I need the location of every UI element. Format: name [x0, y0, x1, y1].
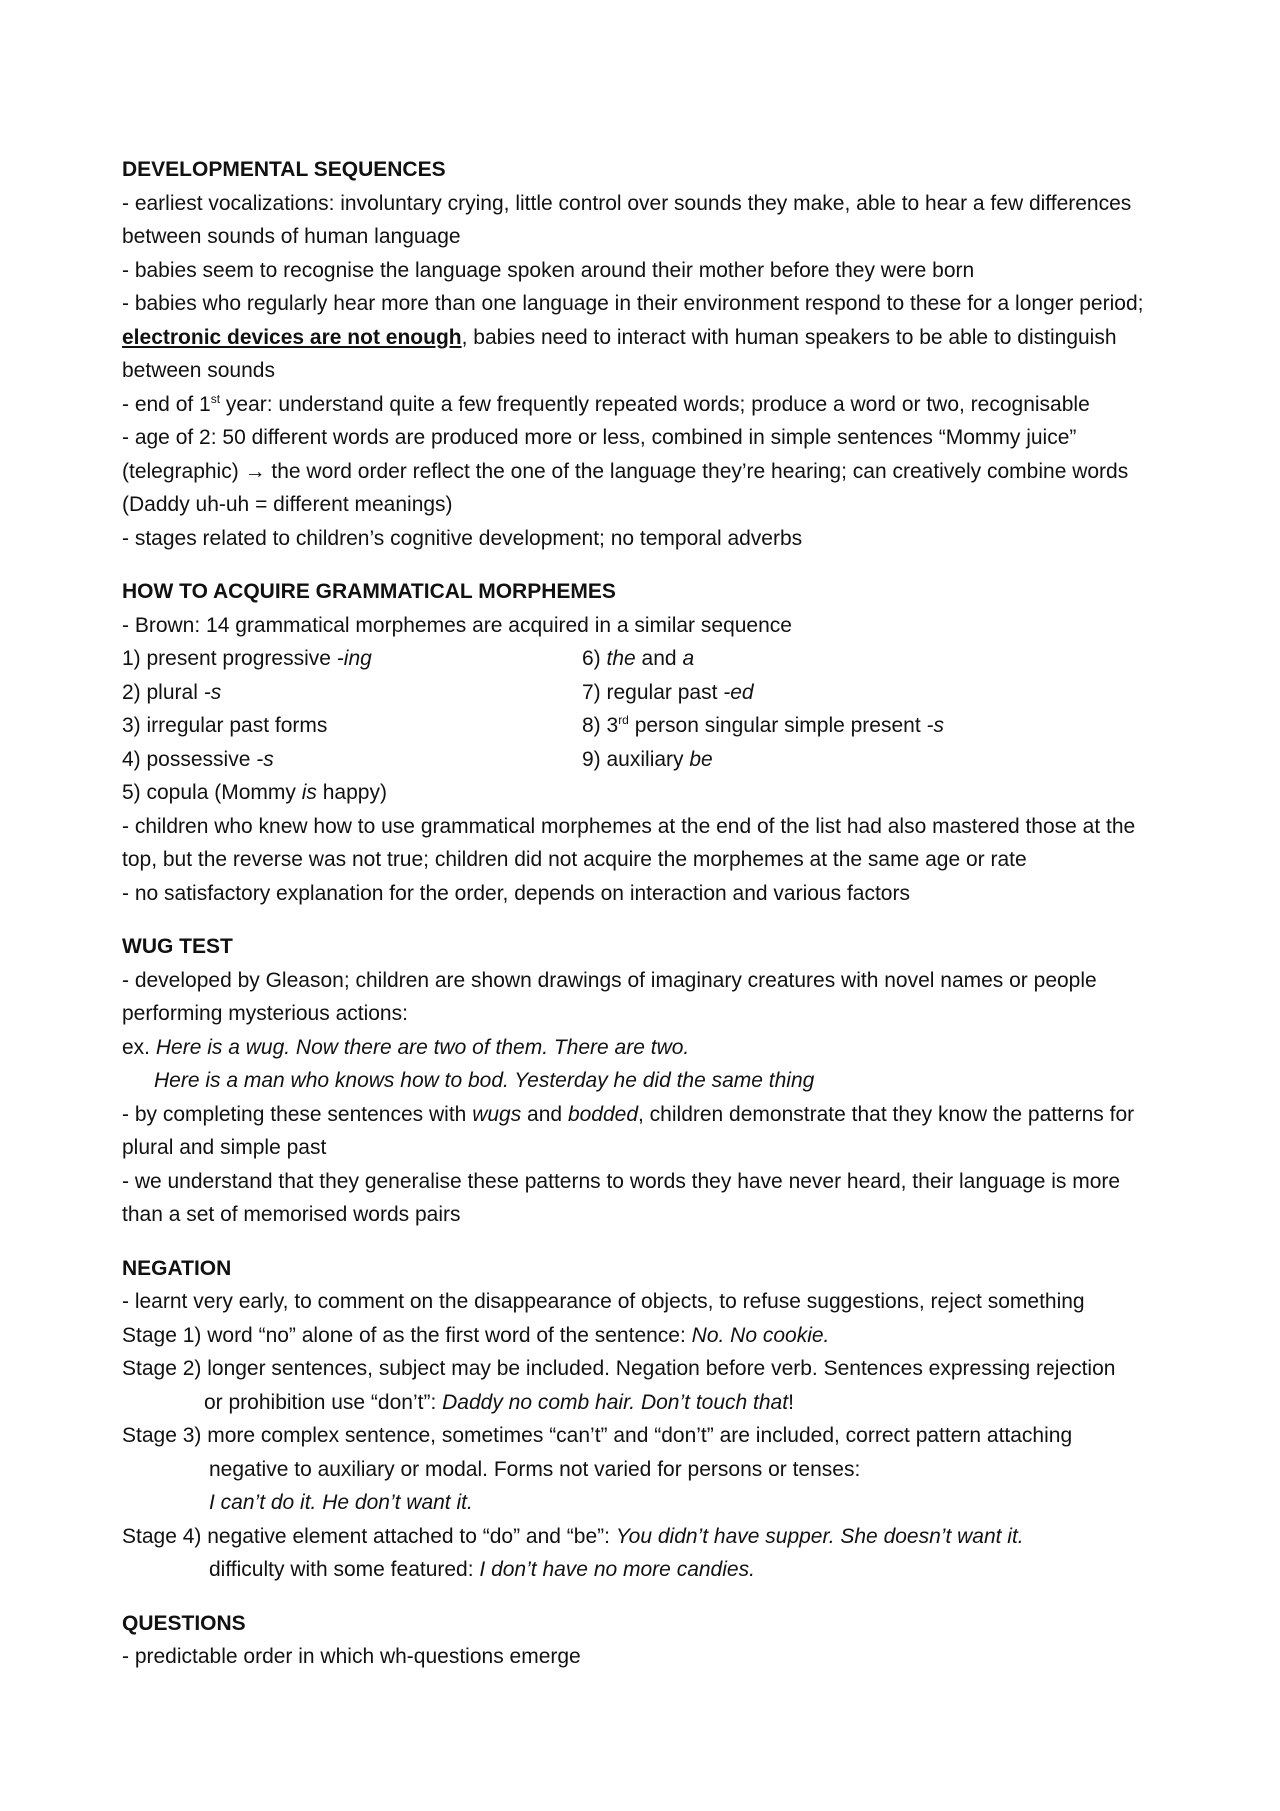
text: - age of 2: 50 different words are produced more or less, combined in simple sentences “Mommy juice” (telegraphic): [122, 426, 1077, 483]
paragraph: [122, 522, 1162, 556]
text: - end of 1: [122, 392, 211, 416]
list-item: [122, 676, 582, 710]
superscript: rd: [618, 713, 629, 727]
italic-text: -s: [926, 714, 945, 737]
list-item: [582, 642, 1162, 676]
paragraph: [122, 254, 1162, 288]
text: - babies who regularly hear more than one language in their environment respond to these for a longer period;: [122, 292, 1144, 315]
italic-text: No. No cookie.: [691, 1323, 830, 1347]
list-item: [122, 709, 582, 743]
paragraph: [122, 1098, 1162, 1165]
example-line: [122, 1031, 1162, 1065]
list-item: [582, 676, 1162, 710]
text: person singular simple present: [628, 714, 927, 737]
heading-negation: NEGATION: [122, 1256, 232, 1280]
text: - we understand that they generalise these patterns to words they have never heard, their language is more than a set of memorised words pairs: [122, 1169, 1121, 1226]
paragraph: [122, 1640, 1162, 1674]
italic-text: -ed: [723, 680, 754, 704]
italic-text: a: [682, 647, 695, 670]
italic-text: Here is a man who knows how to bod. Yesterday he did the same thing: [154, 1069, 815, 1092]
italic-text: wugs: [472, 1102, 522, 1126]
text: - by completing these sentences with: [122, 1102, 473, 1126]
morpheme-list: [122, 642, 1162, 810]
text: Stage 4) negative element attached to “do” and “be”:: [122, 1524, 616, 1548]
text: 5) copula (Mommy: [122, 781, 302, 804]
section-wug-test: [122, 930, 1162, 1232]
italic-text: I can’t do it. He don’t want it.: [209, 1491, 473, 1514]
text: - learnt very early, to comment on the disappearance of objects, to refuse suggestions, reject something: [122, 1290, 1085, 1313]
text: - babies seem to recognise the language spoken around their mother before they were born: [122, 258, 975, 282]
paragraph: [122, 421, 1162, 522]
stage-3-continued: [122, 1453, 1162, 1487]
italic-text: You didn’t have supper. She doesn’t want it.: [615, 1524, 1024, 1548]
paragraph: [122, 187, 1162, 254]
document-page: [122, 153, 1162, 1694]
section-developmental-sequences: [122, 153, 1162, 555]
stage-3-example: [122, 1486, 1162, 1520]
text: - no satisfactory explanation for the order, depends on interaction and various factors: [122, 881, 910, 905]
text: happy): [316, 781, 387, 804]
arrow-icon: →: [244, 459, 266, 483]
text: 3) irregular past forms: [122, 714, 328, 737]
text: Stage 3) more complex sentence, sometimes “can’t” and “don’t” are included, correct pattern attaching: [122, 1424, 1073, 1447]
text: - predictable order in which wh-questions emerge: [122, 1645, 581, 1668]
text: - stages related to children’s cognitive development; no temporal adverbs: [122, 526, 803, 550]
section-negation: [122, 1252, 1162, 1587]
text: negative to auxiliary or modal. Forms not varied for persons or tenses:: [209, 1457, 861, 1481]
italic-text: -s: [203, 680, 222, 704]
text: 4) possessive: [122, 747, 257, 771]
text: and: [521, 1102, 568, 1126]
stage-4-continued: [122, 1553, 1162, 1587]
stage-4: [122, 1520, 1162, 1554]
text: , children demonstrate that they know the patterns for plural and simple past: [122, 1102, 1135, 1159]
text: - children who knew how to use grammatical morphemes at the end of the list had also mastered those at the top, but the reverse was not true; children did not acquire the morphemes at the same age or rate: [122, 814, 1136, 871]
italic-text: Daddy no comb hair. Don’t touch that: [442, 1390, 789, 1414]
example-line: [122, 1064, 1162, 1098]
text: - developed by Gleason; children are shown drawings of imaginary creatures with novel names or people performing mysterious actions:: [122, 968, 1097, 1025]
text: 8) 3: [582, 714, 619, 737]
list-item: [582, 709, 1162, 743]
heading-questions: QUESTIONS: [122, 1611, 246, 1635]
paragraph: [122, 1285, 1162, 1319]
text: !: [788, 1390, 794, 1414]
text: - earliest vocalizations: involuntary crying, little control over sounds they make, able to hear a few differences between sounds of human language: [122, 191, 1132, 248]
section-grammatical-morphemes: [122, 575, 1162, 910]
italic-text: the: [606, 647, 636, 670]
text: 7) regular past: [582, 680, 724, 704]
stage-2-continued: [122, 1386, 1162, 1420]
paragraph: [122, 287, 1162, 388]
list-item: [122, 776, 582, 810]
stage-1: [122, 1319, 1162, 1353]
text: - Brown: 14 grammatical morphemes are acquired in a similar sequence: [122, 613, 792, 637]
text: 9) auxiliary: [582, 747, 690, 771]
text: 2) plural: [122, 680, 204, 704]
paragraph: [122, 810, 1162, 877]
text: 6): [582, 647, 607, 670]
paragraph: [122, 877, 1162, 911]
heading-developmental-sequences: DEVELOPMENTAL SEQUENCES: [122, 158, 446, 181]
list-item: [122, 743, 582, 777]
italic-text: be: [689, 747, 713, 771]
list-item-empty: [582, 776, 1162, 810]
text: or prohibition use “don’t”:: [204, 1390, 443, 1414]
text: and: [635, 647, 683, 670]
superscript: st: [210, 391, 221, 406]
text: Stage 2) longer sentences, subject may be included. Negation before verb. Sentences expressing rejection: [122, 1357, 1116, 1380]
text: Stage 1) word “no” alone of as the first word of the sentence:: [122, 1323, 692, 1347]
text: difficulty with some featured:: [209, 1558, 480, 1581]
italic-text: bodded: [567, 1102, 639, 1126]
heading-wug-test: WUG TEST: [122, 935, 233, 958]
italic-text: I don’t have no more candies.: [479, 1558, 755, 1581]
text: 1) present progressive: [122, 647, 337, 670]
stage-3: [122, 1419, 1162, 1453]
text: ex.: [122, 1035, 156, 1059]
paragraph: [122, 609, 1162, 643]
text: year: understand quite a few frequently repeated words; produce a word or two, recognisable: [220, 392, 1090, 416]
text: , babies need to interact with human speakers to be able to distinguish between sounds: [122, 325, 1117, 382]
text: the word order reflect the one of the language they’re hearing; can creatively combine words (Daddy uh-uh = different meanings): [122, 459, 1129, 516]
italic-text: Here is a wug. Now there are two of them. There are two.: [155, 1035, 690, 1059]
heading-grammatical-morphemes: HOW TO ACQUIRE GRAMMATICAL MORPHEMES: [122, 580, 616, 603]
stage-2: [122, 1352, 1162, 1386]
italic-text: is: [301, 781, 317, 804]
italic-text: -s: [256, 747, 274, 771]
paragraph: [122, 964, 1162, 1031]
list-item: [582, 743, 1162, 777]
section-questions: [122, 1607, 1162, 1674]
list-item: [122, 642, 582, 676]
emphasis-text: electronic devices are not enough: [122, 325, 462, 349]
paragraph: [122, 388, 1162, 422]
italic-text: -ing: [336, 647, 372, 670]
paragraph: [122, 1165, 1162, 1232]
